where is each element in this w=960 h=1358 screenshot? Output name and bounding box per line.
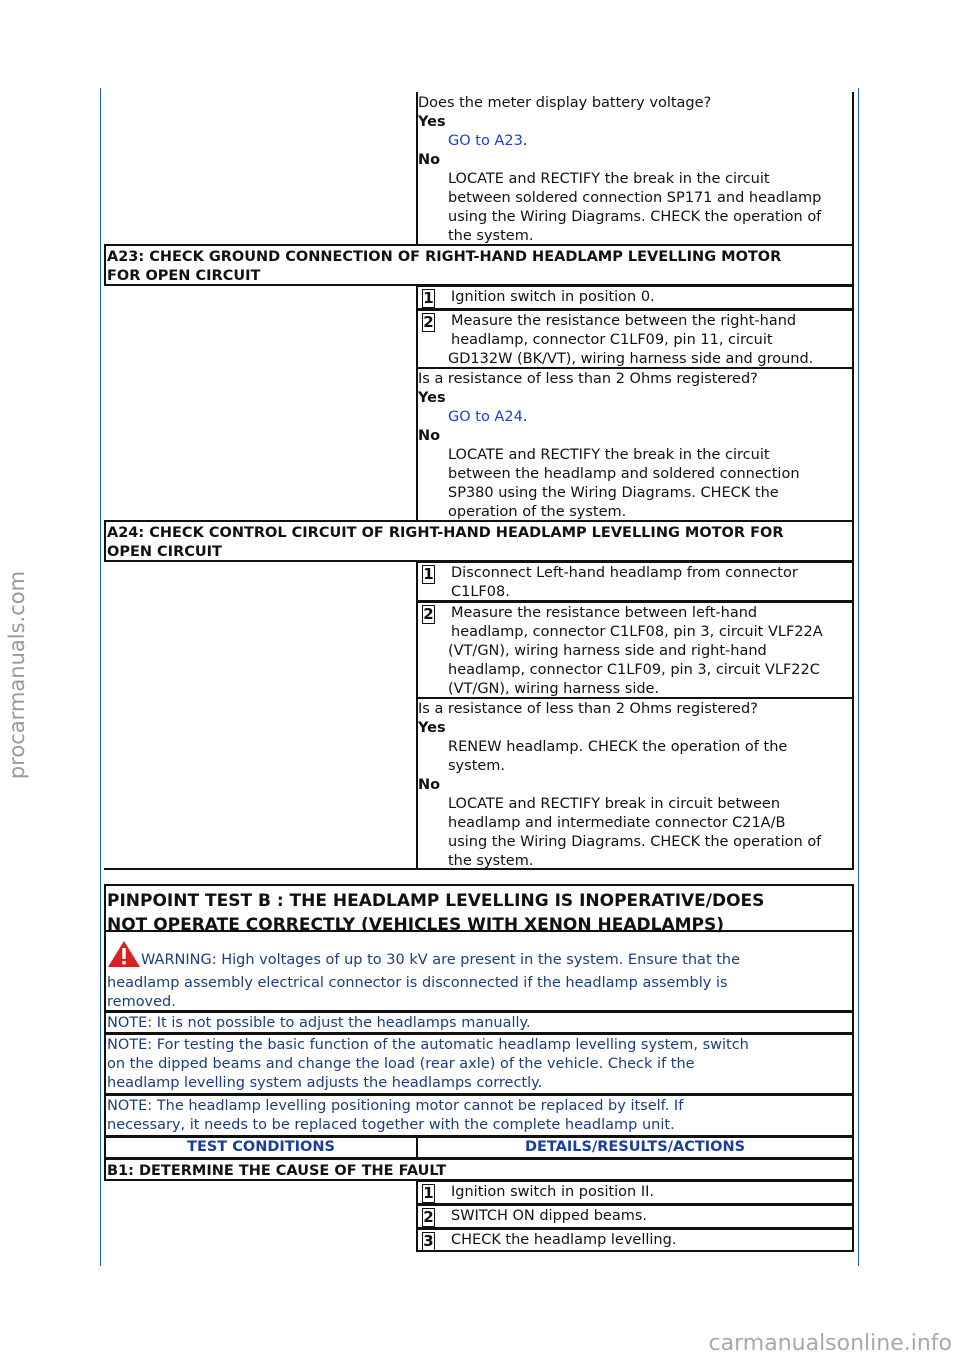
a23-step-2: 2 Measure the resistance between the right-hand headlamp, connector C1LF09, pin 11, circuit GD132W (BK/VT), wiring harness side and ground. [416,309,854,369]
a23-question: Is a resistance of less than 2 Ohms registered? [418,371,758,387]
side-watermark: procarmanuals.com [5,570,29,780]
a22-no-text: LOCATE and RECTIFY the break in the circuit between soldered connection SP171 and headlamp using the Wiring Diagrams. CHECK the operation of the system. [448,171,822,244]
b1-step-1: 1 Ignition switch in position II. [416,1180,854,1205]
step-number: 1 [423,565,434,583]
a24-left-bottom-rule [104,868,418,870]
table-header-row [104,1136,854,1159]
a22-yes-link[interactable]: GO to A23 [448,133,523,149]
a23-header: A23: CHECK GROUND CONNECTION OF RIGHT-HAND HEADLAMP LEVELLING MOTOR FOR OPEN CIRCUIT [104,244,854,286]
b1-step-2: 2 SWITCH ON dipped beams. [416,1204,854,1229]
a24-question: Is a resistance of less than 2 Ohms registered? [418,701,758,717]
right-gutter-line [858,88,859,1266]
step-number: 2 [423,1208,434,1226]
a24-step-1: 1 Disconnect Left-hand headlamp from connector C1LF08. [416,561,854,602]
b1-step-3: 3 CHECK the headlamp levelling. [416,1228,854,1252]
b1-header: B1: DETERMINE THE CAUSE OF THE FAULT [104,1158,854,1181]
note-2: NOTE: For testing the basic function of the automatic headlamp levelling system, switch on the dipped beams and change the load (rear axle) of the vehicle. Check if the headlamp levelling system adjusts the headlamps correctly. [104,1033,854,1095]
step-number: 3 [423,1232,434,1250]
a22-question: Does the meter display battery voltage? [418,95,712,111]
a23-result-cell: Is a resistance of less than 2 Ohms registered? Yes GO to A24. No LOCATE and RECTIFY the break in the circuit between the headlamp and soldered connection SP380 using the Wiring Diagrams. CHECK the operation of the system. [416,368,854,520]
bottom-watermark: carmanualsonline.info [708,1331,952,1356]
a23-yes-link[interactable]: GO to A24 [448,409,523,425]
a22-result-cell: Does the meter display battery voltage? Yes GO to A23. No LOCATE and RECTIFY the break in the circuit between soldered connection SP171 and headlamp using the Wiring Diagrams. CHECK the operation of the system. [416,92,854,244]
col-test-conditions: TEST CONDITIONS [106,1138,418,1157]
note-3: NOTE: The headlamp levelling positioning motor cannot be replaced by itself. If necessary, it needs to be replaced together with the complete headlamp unit. [104,1094,854,1137]
a24-header: A24: CHECK CONTROL CIRCUIT OF RIGHT-HAND HEADLAMP LEVELLING MOTOR FOR OPEN CIRCUIT [104,520,854,562]
col-details-results-actions: DETAILS/RESULTS/ACTIONS [524,1139,746,1155]
a23-step-1: 1 Ignition switch in position 0. [416,285,854,310]
test-b-title: PINPOINT TEST B : THE HEADLAMP LEVELLING IS INOPERATIVE/DOES NOT OPERATE CORRECTLY (VEHICLES WITH XENON HEADLAMPS) [104,884,854,932]
step-number: 2 [423,313,434,331]
warning-triangle-icon [107,940,141,974]
a24-step-2: 2 Measure the resistance between left-hand headlamp, connector C1LF08, pin 3, circuit VLF22A (VT/GN), wiring harness side and right-hand headlamp, connector C1LF09, pin 3, circuit VLF22C (VT/GN), wiring harness side. [416,601,854,699]
step-number: 2 [423,605,434,623]
note-1: NOTE: It is not possible to adjust the headlamps manually. [104,1011,854,1034]
a22-no-label: No [418,152,441,168]
step-number: 1 [423,289,434,307]
a22-yes-label: Yes [418,114,446,130]
a24-result-cell: Is a resistance of less than 2 Ohms registered? Yes RENEW headlamp. CHECK the operation of the system. No LOCATE and RECTIFY break in circuit between headlamp and intermediate connector C21A/B using the Wiring Diagrams. CHECK the operation of the system. [416,698,854,870]
step-number: 1 [423,1184,434,1202]
left-gutter-line [100,88,101,1266]
warning-box: WARNING: High voltages of up to 30 kV are present in the system. Ensure that the headlamp assembly electrical connector is disconnected if the headlamp assembly is removed. [104,930,854,1012]
